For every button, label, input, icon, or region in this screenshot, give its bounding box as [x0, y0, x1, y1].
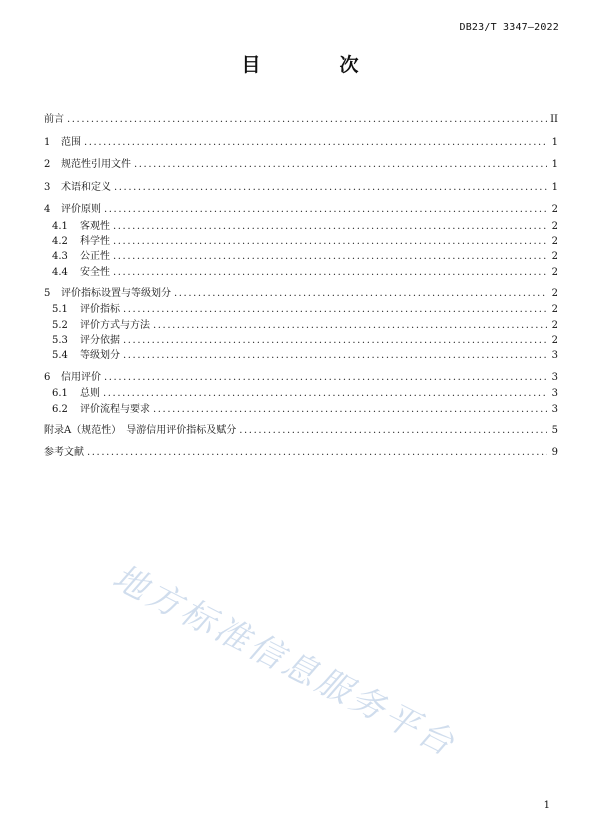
toc-number: 6.2 — [52, 403, 68, 415]
toc-page: 3 — [551, 388, 558, 400]
toc-leader — [104, 372, 547, 383]
toc-label: 科学性 — [80, 235, 110, 247]
toc-label: 前言 — [44, 114, 64, 125]
toc-subentry[interactable] — [44, 300, 558, 315]
toc-page: 1 — [551, 136, 558, 148]
toc-page: 2 — [551, 251, 558, 263]
toc-page: 5 — [551, 424, 558, 436]
toc-leader — [123, 304, 547, 315]
toc-number: 5 — [44, 287, 51, 299]
toc-label: 评价流程与要求 — [80, 403, 150, 415]
toc-page: 2 — [551, 220, 558, 232]
toc-number: 2 — [44, 159, 51, 170]
toc-page: 3 — [551, 350, 558, 362]
toc-leader — [114, 182, 547, 193]
toc-subentry[interactable] — [44, 232, 558, 247]
toc-label: 信用评价 — [61, 371, 101, 383]
toc-page: 1 — [551, 181, 558, 193]
toc-leader — [123, 335, 547, 346]
toc-number: 5.2 — [52, 319, 68, 331]
toc-entry[interactable] — [44, 362, 558, 385]
toc-number: 3 — [44, 181, 51, 193]
page-number: 1 — [543, 800, 550, 811]
toc-subentry[interactable] — [44, 263, 558, 278]
toc-page: 2 — [551, 319, 558, 331]
toc-leader — [104, 204, 547, 215]
toc-subentry[interactable] — [44, 316, 558, 331]
toc-leader — [239, 425, 547, 436]
toc-page: II — [550, 114, 558, 125]
toc-label: 评分依据 — [80, 335, 120, 347]
toc-label: 评价原则 — [61, 204, 101, 215]
toc-page: 9 — [551, 447, 558, 459]
toc-page: 2 — [551, 335, 558, 347]
toc-label: 评价方式与方法 — [80, 319, 150, 331]
toc-leader — [153, 320, 547, 331]
toc-label: 评价指标 — [80, 304, 120, 316]
header-code: DB23/T 3347—2022 — [459, 22, 559, 33]
toc-entry[interactable] — [44, 194, 558, 217]
toc-number: 5.3 — [52, 335, 68, 347]
toc-subentry[interactable] — [44, 331, 558, 346]
toc-leader — [113, 267, 547, 278]
toc-subentry[interactable] — [44, 217, 558, 232]
toc-number: 1 — [44, 136, 51, 148]
toc-entry[interactable] — [44, 110, 558, 127]
toc-number: 4.4 — [52, 266, 68, 278]
toc-label: 范围 — [61, 136, 81, 148]
toc-leader — [174, 288, 547, 299]
toc-subentry[interactable] — [44, 384, 558, 399]
toc-page: 2 — [551, 235, 558, 247]
toc-page: 2 — [551, 204, 558, 215]
toc-number: 4.2 — [52, 235, 68, 247]
toc-leader — [113, 236, 547, 247]
toc-entry[interactable] — [44, 437, 558, 460]
toc-number: 6.1 — [52, 388, 68, 400]
toc-label: 安全性 — [80, 266, 110, 278]
toc-label: 总则 — [80, 388, 100, 400]
toc-leader — [123, 350, 547, 361]
table-of-contents — [44, 110, 558, 460]
toc-number: 5.4 — [52, 350, 68, 362]
watermark: 地方标准信息服务平台 — [106, 557, 463, 766]
toc-number: 6 — [44, 371, 51, 383]
toc-page: 2 — [551, 287, 558, 299]
toc-number: 4.1 — [52, 220, 68, 232]
toc-label: 参考文献 — [44, 447, 84, 459]
page-title: 目 次 — [241, 54, 389, 76]
toc-leader — [87, 447, 547, 458]
toc-leader — [113, 221, 547, 232]
toc-page: 3 — [551, 403, 558, 415]
toc-subentry[interactable] — [44, 346, 558, 361]
toc-leader — [153, 404, 547, 415]
toc-page: 2 — [551, 304, 558, 316]
toc-label: 术语和定义 — [61, 181, 111, 193]
toc-label: 附录A（规范性） 导游信用评价指标及赋分 — [44, 424, 237, 436]
toc-number: 4.3 — [52, 251, 68, 263]
toc-leader — [67, 114, 547, 125]
toc-label: 客观性 — [80, 220, 110, 232]
toc-page: 2 — [551, 266, 558, 278]
toc-label: 公正性 — [80, 251, 110, 263]
toc-leader — [113, 251, 547, 262]
toc-leader — [134, 159, 547, 170]
toc-entry[interactable] — [44, 127, 558, 150]
toc-entry[interactable] — [44, 278, 558, 301]
toc-subentry[interactable] — [44, 247, 558, 262]
toc-label: 评价指标设置与等级划分 — [61, 287, 171, 299]
toc-page: 1 — [551, 159, 558, 170]
toc-entry[interactable] — [44, 149, 558, 172]
toc-entry[interactable] — [44, 172, 558, 195]
toc-subentry[interactable] — [44, 400, 558, 415]
toc-leader — [84, 137, 547, 148]
toc-label: 规范性引用文件 — [61, 159, 131, 170]
toc-label: 等级划分 — [80, 350, 120, 362]
toc-leader — [103, 388, 547, 399]
toc-page: 3 — [551, 371, 558, 383]
toc-entry[interactable] — [44, 415, 558, 438]
toc-number: 5.1 — [52, 304, 68, 316]
toc-number: 4 — [44, 204, 51, 215]
